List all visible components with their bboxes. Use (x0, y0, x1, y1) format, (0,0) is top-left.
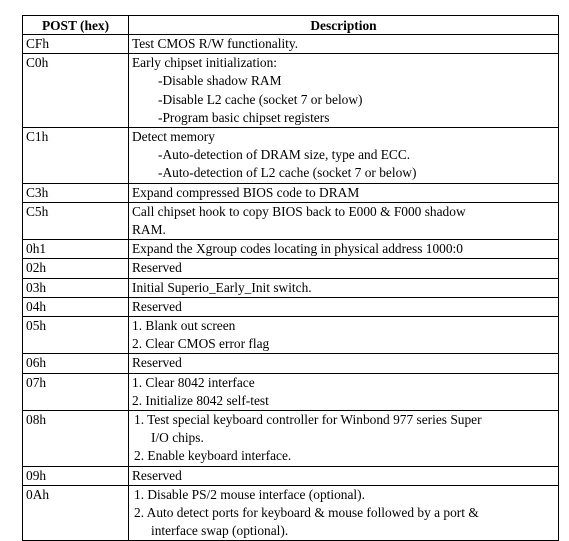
description-line: -Program basic chipset registers (158, 109, 330, 125)
table-row (23, 240, 559, 259)
post-code-table (22, 15, 559, 541)
table-row (23, 466, 559, 485)
description-cell (129, 466, 559, 485)
description-cell (129, 54, 559, 128)
description-line: -Disable L2 cache (socket 7 or below) (158, 91, 363, 107)
description-cell (129, 240, 559, 259)
description-line: -Auto-detection of L2 cache (socket 7 or below) (158, 165, 417, 181)
table-row (23, 354, 559, 373)
table-body (23, 35, 559, 541)
description-cell (129, 128, 559, 184)
table-row (23, 35, 559, 54)
description-line: Reserved (132, 260, 182, 276)
table-row (23, 128, 559, 184)
description-line: Reserved (132, 355, 182, 371)
table-row (23, 202, 559, 239)
description-line: 2. Initialize 8042 self-test (132, 392, 269, 408)
header-description: Description (129, 16, 559, 35)
post-code-cell: C5h (23, 202, 129, 239)
description-line: 1. Disable PS/2 mouse interface (optional). (134, 486, 365, 502)
description-line: Expand the Xgroup codes locating in physical address 1000:0 (132, 241, 463, 257)
table-row (23, 485, 559, 541)
post-code-cell: 09h (23, 466, 129, 485)
table-row (23, 259, 559, 278)
table-row (23, 317, 559, 354)
description-line: 2. Enable keyboard interface. (134, 448, 292, 464)
description-cell (129, 485, 559, 541)
table-row (23, 373, 559, 410)
description-cell (129, 202, 559, 239)
description-line: Reserved (132, 467, 182, 483)
description-cell (129, 278, 559, 297)
table-row (23, 297, 559, 316)
table-header-row (23, 16, 559, 35)
description-line: Detect memory (132, 129, 215, 145)
post-code-cell: 04h (23, 297, 129, 316)
description-line: Expand compressed BIOS code to DRAM (132, 184, 360, 200)
description-line: 2. Clear CMOS error flag (132, 336, 270, 352)
description-cell (129, 35, 559, 54)
post-code-cell: 0Ah (23, 485, 129, 541)
table-row (23, 54, 559, 128)
description-cell (129, 354, 559, 373)
description-line: Initial Superio_Early_Init switch. (132, 279, 312, 295)
post-code-cell: 06h (23, 354, 129, 373)
description-cell (129, 373, 559, 410)
post-code-cell: 03h (23, 278, 129, 297)
post-code-cell: 07h (23, 373, 129, 410)
post-code-cell: C1h (23, 128, 129, 184)
description-line: Call chipset hook to copy BIOS back to E000 & F000 shadow (132, 203, 466, 219)
description-line: Reserved (132, 298, 182, 314)
description-cell (129, 259, 559, 278)
description-line: Test CMOS R/W functionality. (132, 36, 299, 51)
description-cell (129, 411, 559, 467)
table-row (23, 183, 559, 202)
post-code-cell: 05h (23, 317, 129, 354)
description-cell (129, 297, 559, 316)
description-line: RAM. (132, 222, 166, 238)
description-cell (129, 317, 559, 354)
description-line: Early chipset initialization: (132, 55, 278, 71)
post-code-cell: 02h (23, 259, 129, 278)
post-code-cell: C3h (23, 183, 129, 202)
description-cell (129, 183, 559, 202)
table-row (23, 411, 559, 467)
post-code-cell: 0h1 (23, 240, 129, 259)
table-row (23, 278, 559, 297)
description-line: 1. Clear 8042 interface (132, 374, 255, 390)
post-code-cell: CFh (23, 35, 129, 54)
description-line: -Disable shadow RAM (158, 73, 282, 89)
post-code-cell: C0h (23, 54, 129, 128)
description-line: I/O chips. (151, 430, 204, 446)
post-code-cell: 08h (23, 411, 129, 467)
description-line: 1. Test special keyboard controller for Winbond 977 series Super (134, 412, 482, 428)
description-line: 2. Auto detect ports for keyboard & mouse followed by a port & (134, 505, 479, 521)
description-line: interface swap (optional). (151, 523, 289, 539)
description-line: 1. Blank out screen (132, 318, 236, 334)
description-line: -Auto-detection of DRAM size, type and ECC. (158, 147, 411, 163)
header-post-hex: POST (hex) (23, 16, 129, 35)
